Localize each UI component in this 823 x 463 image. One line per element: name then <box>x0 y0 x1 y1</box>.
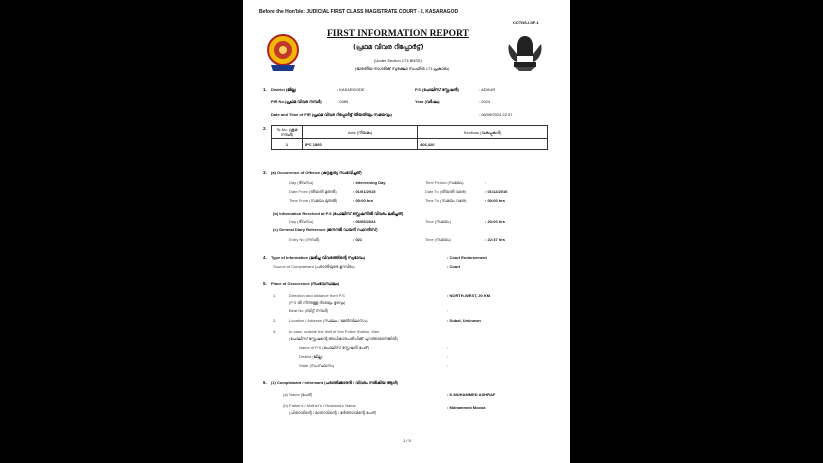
sr-no-header: Sr.No. (ക്രമ നമ്പർ) <box>272 126 303 139</box>
time-period-label: Time Period (സമയം) <box>425 180 464 185</box>
outside-limit-label-ml: (പോലീസ് സ്റ്റേഷന്റെ അധികാരപരിധിക്ക് പുറത്താണെങ്കിൽ) <box>289 336 398 341</box>
time-from-value: : 00:00 hrs <box>353 198 374 203</box>
complainant-heading: (1) Complainant / Informant (പരാതിക്കാരൻ / വിവരം നൽകിയ ആൾ) <box>271 380 399 385</box>
date-from-label: Date From (തീയതി മുതൽ) <box>289 189 337 194</box>
district-value: : KASARGODE <box>337 87 365 92</box>
info-received-day-value: : 06/09/2024 <box>353 219 376 224</box>
time-period-value: : <box>485 180 487 185</box>
table-row <box>272 139 548 150</box>
entry-no-value: : 021 <box>353 237 363 242</box>
year-value: : 2024 <box>479 99 491 104</box>
source-label: Source of Complainant (പരാതിയുടെ ഉറവിടം) <box>273 264 355 269</box>
source-value: : Court <box>447 264 461 269</box>
ps-value: : ADHUR <box>479 87 496 92</box>
year-label: Year (വർഷം) <box>415 99 440 104</box>
table-header-row <box>272 126 548 139</box>
section-6-number: 6. <box>263 380 267 385</box>
time-from-label: Time From (സമയം മുതൽ) <box>289 198 338 203</box>
section-3-number: 3. <box>263 170 267 175</box>
info-received-heading: (b) Information Received at P.S (പോലീസ് സ്റ്റേഷനിൽ വിവരം ലഭിച്ചത്) <box>273 211 404 216</box>
place-heading: Place of Occurrence (സംഭവസ്ഥലം) <box>271 281 340 286</box>
beat-value: : <box>447 308 449 313</box>
direction-label: Direction and distance from P.S <box>289 293 345 298</box>
beat-label: Beat No (ബീറ്റ് നമ്പർ) <box>289 308 329 313</box>
section-4-number: 4. <box>263 255 267 260</box>
page-number: 1 / 5 <box>403 438 411 443</box>
fir-page <box>243 0 570 463</box>
father-name-label-ml: (പിതാവിന്റെ / മാതാവിന്റെ / ഭർത്താവിന്റെ പേര്) <box>289 410 377 415</box>
other-ps-name-value: : <box>447 345 449 350</box>
acts-header: Acts (നിയമം) <box>303 126 418 139</box>
occurrence-heading: (a) Occurrence of Offence (കുറ്റകൃത്യ സംഭവിച്ചത്) <box>271 170 362 175</box>
info-received-day-label: Day (ദിവസം) <box>289 219 314 224</box>
document-title: FIRST INFORMATION REPORT <box>327 29 469 39</box>
location-label: Location / Address (സ്ഥലം / മേൽവിലാസം) <box>289 318 368 323</box>
direction-value: : NORTH-WEST, 20 KM <box>447 293 491 298</box>
section-cell: 406,420 <box>418 139 548 150</box>
kerala-police-emblem-icon <box>265 32 301 72</box>
sections-header: Sections (വകുപ്പുകൾ) <box>418 126 548 139</box>
section-2-number: 2. <box>263 126 267 131</box>
under-section-ml: (ഭാരതീയ നാഗരിക് സുരക്ഷാ സംഹിത 173 പ്രകാരം) <box>355 66 450 71</box>
info-received-time-label: Time (സമയം) <box>425 219 451 224</box>
fir-date-value: : 06/09/2024 22:37 <box>479 112 513 117</box>
date-from-value: : 01/01/2015 <box>353 189 376 194</box>
entry-no-label: Entry No (നമ്പർ) <box>289 237 320 242</box>
other-ps-name-label: Name of P.S (പോലീസ് സ്റ്റേഷൻ പേര്) <box>299 345 369 350</box>
direction-label-ml: (P.S ൽ നിന്നുള്ള ദിശയും ദൂരവും) <box>289 300 346 305</box>
place-2-number: 2. <box>273 318 277 323</box>
time-to-label: Time To (സമയം വരെ) <box>425 198 467 203</box>
gd-time-value: : 22:37 hrs <box>485 237 506 242</box>
other-state-label: State (സംസ്ഥാനം) <box>299 363 335 368</box>
date-to-value: : 01/12/2016 <box>485 189 508 194</box>
acts-sections-table <box>271 125 548 150</box>
form-code: CCTNS-I-IIF-1 <box>513 20 539 25</box>
general-diary-heading: (c) General Diary Reference (ജനറൽ ഡയറി റഫറൻസ്) <box>273 227 378 232</box>
other-state-value: : <box>447 363 449 368</box>
act-cell: IPC 1860 <box>303 139 418 150</box>
type-of-info-label: Type of Information (ലഭിച്ച വിവരത്തിന്റെ സ്വഭാവം) <box>271 255 366 260</box>
fir-no-value: : 0389 <box>337 99 349 104</box>
sr-no-cell: 1 <box>272 139 303 150</box>
complainant-name-label: (a) Name (പേര്) <box>283 392 313 397</box>
ps-label: P.S (പോലീസ് സ്റ്റേഷൻ) <box>415 87 459 92</box>
info-received-time-value: : 20:00 hrs <box>485 219 506 224</box>
day-label: Day (ദിവസം) <box>289 180 314 185</box>
district-label: District (ജില്ല) <box>271 87 297 92</box>
father-name-label: (b) Father's / Mother's / Husband's Name <box>283 403 356 408</box>
place-3-number: 3. <box>273 329 277 334</box>
fir-no-label: FIR No.(പ്രഥമ വിവര നമ്പർ) <box>271 99 322 104</box>
location-value: : Dubai, Unknown <box>447 318 481 323</box>
other-district-value: : <box>447 354 449 359</box>
day-value: : Intervening Day <box>353 180 386 185</box>
father-name-value: : Mohammed Moosa <box>447 405 486 410</box>
section-1-number: 1. <box>263 87 267 92</box>
under-section: (Under Section 173 BNSS) <box>374 58 422 63</box>
fir-date-label: Date and Time of FIR (പ്രഥമ വിവര റിപ്പോർട്ട് തീയതിയും സമയവും) <box>271 112 392 117</box>
place-1-number: 1. <box>273 293 277 298</box>
outside-limit-label: In case, outside the limit of this Police Station, then <box>289 329 380 334</box>
time-to-value: : 00:00 hrs <box>485 198 506 203</box>
court-line: Before the Hon'ble: JUDICIAL FIRST CLASS MAGISTRATE COURT - I, KASARAGOD <box>259 9 459 15</box>
type-of-info-value: : Court Endorsement <box>447 255 487 260</box>
document-title-ml: (പ്രഥമ വിവര റിപ്പോർട്ട്) <box>353 43 424 51</box>
kerala-state-emblem-icon <box>505 34 545 72</box>
gd-time-label: Time (സമയം) <box>425 237 451 242</box>
complainant-name-value: : K.MUHAMMED ASHRAF <box>447 392 496 397</box>
date-to-label: Date To (തീയതി വരെ) <box>425 189 466 194</box>
other-district-label: District (ജില്ല) <box>299 354 323 359</box>
section-5-number: 5. <box>263 281 267 286</box>
